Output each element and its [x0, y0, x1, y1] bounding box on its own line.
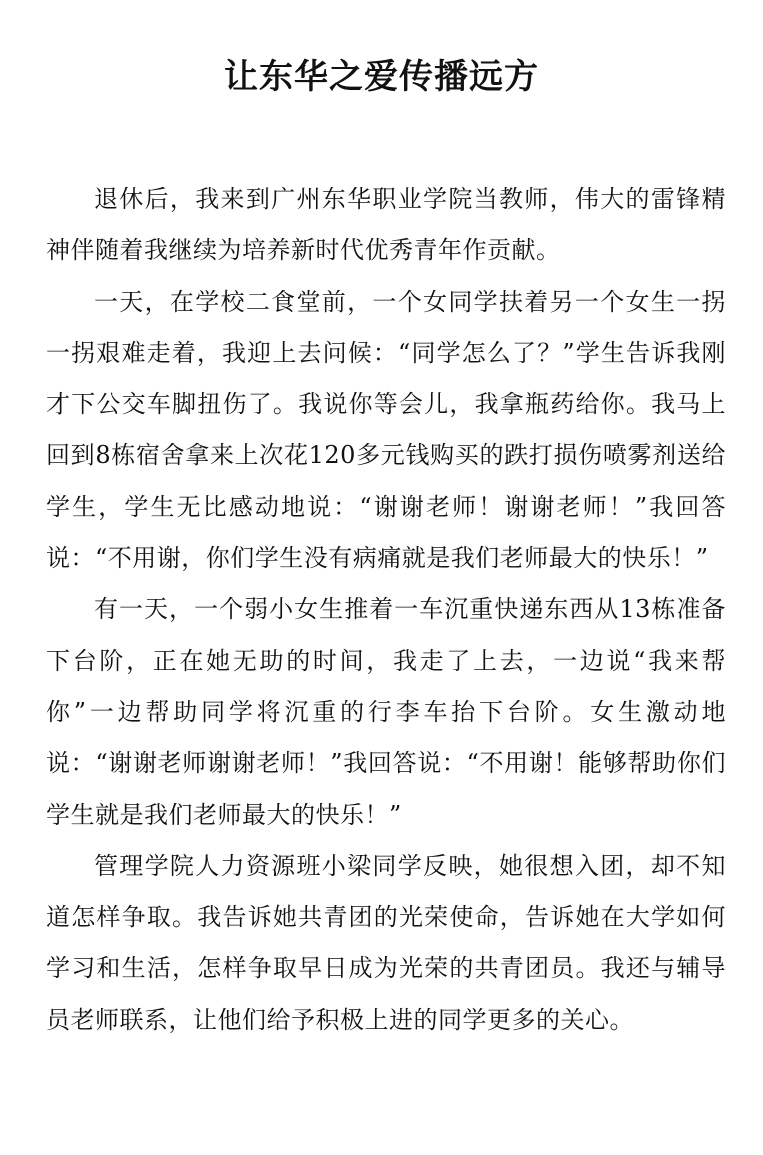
paragraph-3: 有一天，一个弱小女生推着一车沉重快递东西从13栋准备下台阶，正在她无助的时间，我走了上去，一边说“我来帮你”一边帮助同学将沉重的行李车抬下台阶。女生激动地说：“谢谢老师谢谢老师！”我回答说：“不用谢！能够帮助你们学生就是我们老师最大的快乐！”	[46, 595, 726, 829]
article-body	[46, 174, 726, 1046]
paragraph-2: 一天，在学校二食堂前，一个女同学扶着另一个女生一拐一拐艰难走着，我迎上去问候：“同学怎么了？”学生告诉我刚才下公交车脚扭伤了。我说你等会儿，我拿瓶药给你。我马上回到8栋宿舍拿来上次花120多元钱购买的跌打损伤喷雾剂送给学生，学生无比感动地说：“谢谢老师！谢谢老师！”我回答说：“不用谢，你们学生没有病痛就是我们老师最大的快乐！”	[46, 287, 726, 573]
paragraph-4: 管理学院人力资源班小梁同学反映，她很想入团，却不知道怎样争取。我告诉她共青团的光荣使命，告诉她在大学如何学习和生活，怎样争取早日成为光荣的共青团员。我还与辅导员老师联系，让他们给予积极上进的同学更多的关心。	[46, 851, 726, 1034]
paragraph-1: 退休后，我来到广州东华职业学院当教师，伟大的雷锋精神伴随着我继续为培养新时代优秀青年作贡献。	[46, 185, 726, 265]
page-title: 让东华之爱传播远方	[224, 57, 539, 97]
